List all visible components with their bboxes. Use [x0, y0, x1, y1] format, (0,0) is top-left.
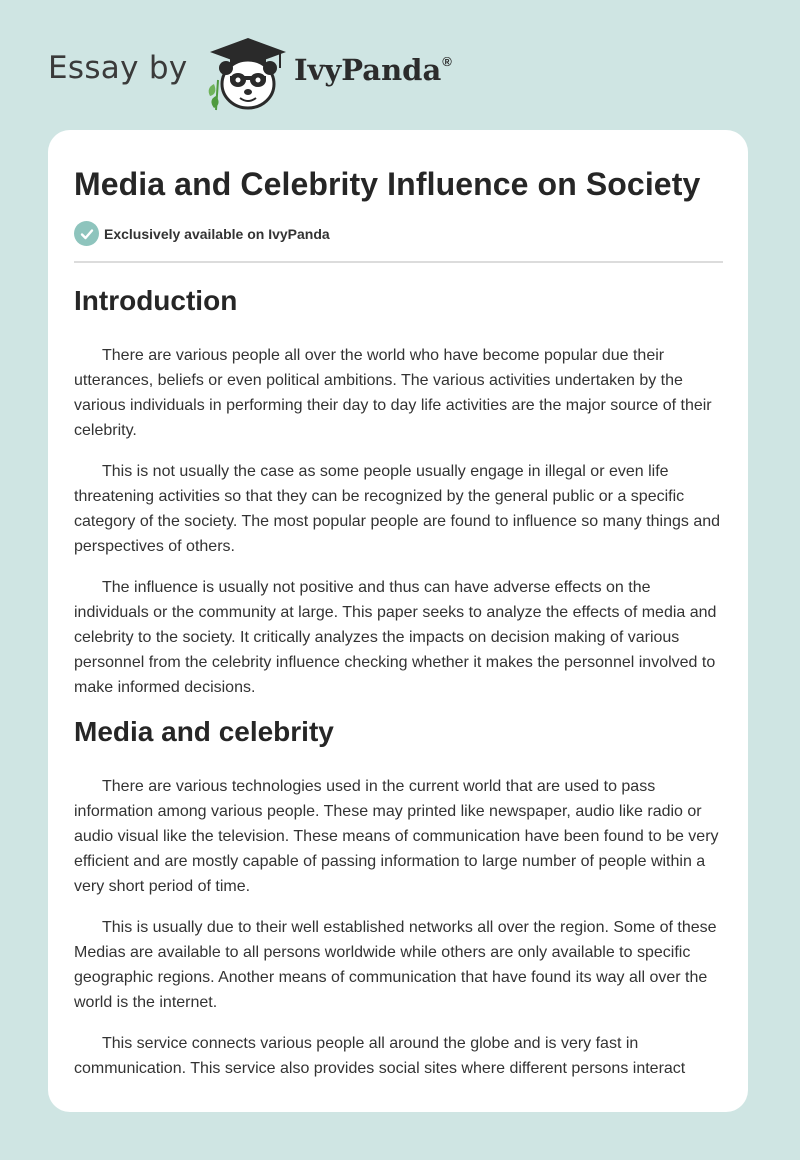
essay-by-label: Essay by	[48, 50, 188, 86]
exclusive-badge-label: Exclusively available on IvyPanda	[104, 225, 330, 242]
section-heading: Media and celebrity	[74, 716, 334, 747]
page-title: Media and Celebrity Influence on Society	[74, 166, 701, 202]
paragraph: This is usually due to their well established networks all over the region. Some of these Medias are available to all persons worldwide while others are only available to specific geographic regions. Another means of communication that have found its way all over the world is the internet.	[74, 919, 717, 1011]
brand-name[interactable]: IvyPanda®	[294, 53, 452, 87]
paragraph: There are various people all over the world who have become popular due their utterances, beliefs or even political ambitions. The various activities undertaken by the various individuals in performing their day to day life activities are the major source of their celebrity.	[74, 347, 712, 439]
paragraph: There are various technologies used in the current world that are used to pass information among various people. These may printed like newspaper, audio like radio or audio visual like the television. These means of communication have been found to be very efficient and are mostly capable of passing information to large number of people within a very short period of time.	[74, 778, 719, 895]
paragraph: The influence is usually not positive and thus can have adverse effects on the individuals or the community at large. This paper seeks to analyze the effects of media and celebrity to the society. It critically analyzes the impacts on decision making of various personnel from the celebrity influence checking whether it makes the personnel involved to make informed decisions.	[74, 579, 717, 696]
registered-mark: ®	[442, 54, 452, 69]
ivypanda-logo-icon[interactable]	[200, 36, 290, 112]
article-body	[74, 280, 724, 1081]
exclusive-badge	[74, 221, 330, 246]
paragraph: This is not usually the case as some people usually engage in illegal or even life threatening activities so that they can be recognized by the general public or a specific category of the society. The most popular people are found to influence so many things and perspectives of others.	[74, 463, 721, 555]
check-icon	[74, 221, 99, 246]
section-heading: Introduction	[74, 285, 238, 316]
article-card	[48, 130, 748, 1112]
site-header	[48, 36, 508, 112]
divider	[74, 261, 723, 263]
paragraph: This service connects various people all around the globe and is very fast in communication. This service also provides social sites where different persons interact	[74, 1035, 686, 1077]
